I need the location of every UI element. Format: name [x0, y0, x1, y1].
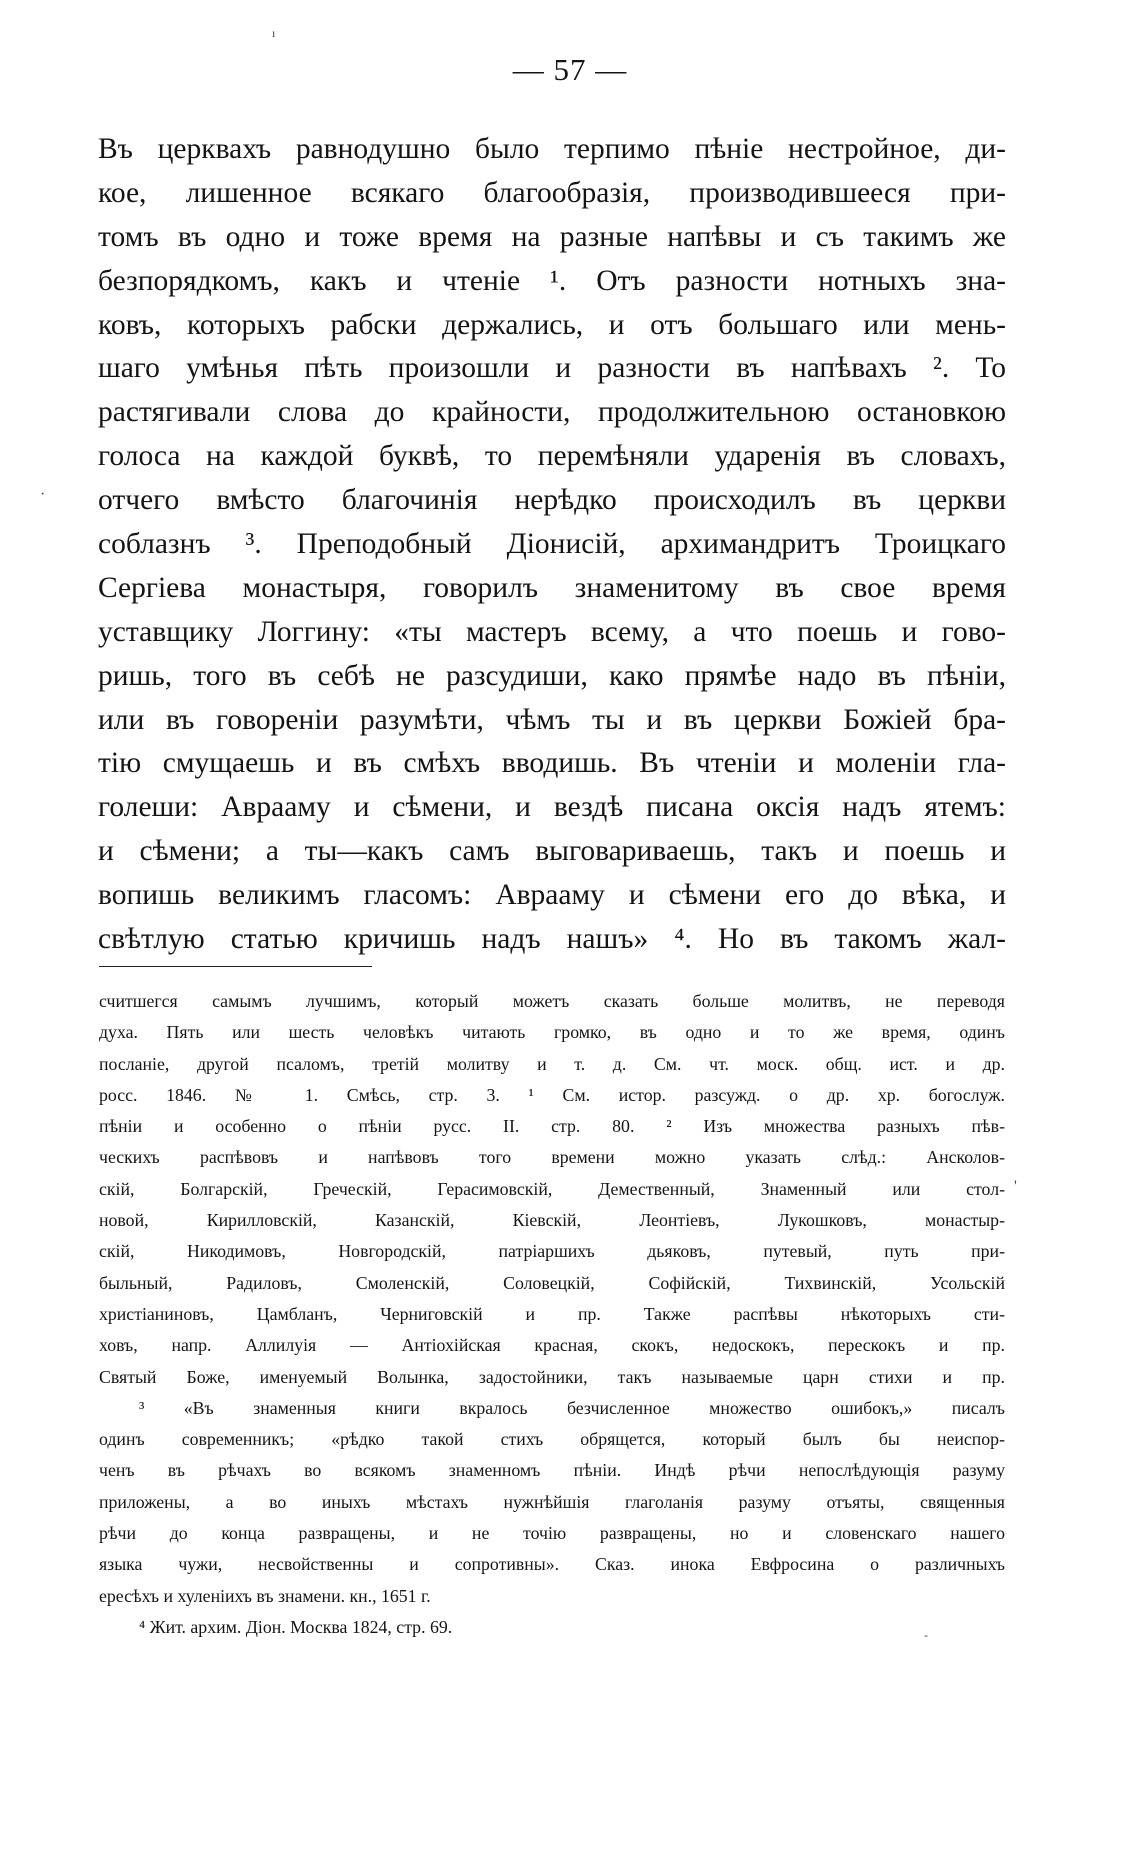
main-body-text [98, 128, 1006, 962]
footnote-line: ³ «Въ знаменныя книги вкралось безчисленное множество ошибокъ,» писалъ [139, 1397, 1005, 1418]
body-line: шаго умѣнья пѣть произошли и разности въ напѣвахъ ². То [98, 352, 1006, 385]
body-line: Въ церквахъ равнодушно было терпимо пѣніе нестройное, ди- [98, 133, 1006, 165]
footnote-line: ческихъ распѣвовъ и напѣвовъ того времени можно указать слѣд.: Ансколов- [99, 1147, 1005, 1168]
print-speck: ı [272, 26, 276, 40]
footnote-line: пѣніи и особенно о пѣніи русс. II. стр. 80. ² Изъ множества разныхъ пѣв- [99, 1116, 1005, 1137]
footnote-line: одинъ современникъ; «рѣдко такой стихъ обрящется, который былъ бы неиспор- [99, 1429, 1005, 1450]
body-line: кое, лишенное всякаго благообразія, производившееся при- [98, 176, 1006, 209]
footnote-line: рѣчи до конца развращены, и не точію развращены, но и словенскаго нашего [99, 1523, 1005, 1544]
footnote-line: духа. Пять или шесть человѣкъ читають громко, въ одно и то же время, одинъ [99, 1022, 1005, 1043]
body-line: растягивали слова до крайности, продолжительною остановкою [98, 396, 1006, 429]
footnote-line: ховъ, напр. Аллилуія — Антіохійская красная, скокъ, недоскокъ, перескокъ и пр. [99, 1335, 1005, 1356]
footnote-line: языка чужи, несвойственны и сопротивны». Сказ. инока Евфросина о различныхъ [99, 1554, 1005, 1575]
footnotes-block [99, 986, 1005, 1643]
footnote-separator-rule [99, 966, 372, 967]
footnote-line: скій, Болгарскій, Греческій, Герасимовскій, Демественный, Знаменный или стол- [99, 1178, 1005, 1199]
footnote-line: христіаниновъ, Цамбланъ, Черниговскій и пр. Также распѣвы нѣкоторыхъ сти- [99, 1303, 1005, 1324]
print-speck: - [924, 1628, 928, 1642]
body-line: тію смущаешь и въ смѣхъ вводишь. Въ чтеніи и моленіи гла- [98, 747, 1006, 780]
body-line: уставщику Логгину: «ты мастеръ всему, а что поешь и гово- [98, 615, 1006, 648]
body-line: Сергіева монастыря, говорилъ знаменитому въ свое время [98, 571, 1006, 604]
body-line: или въ говореніи разумѣти, чѣмъ ты и въ церкви Божіей бра- [98, 703, 1006, 736]
footnote-line: ⁴ Жит. архим. Діон. Москва 1824, стр. 69. [139, 1616, 453, 1637]
footnote-line: скій, Никодимовъ, Новгородскій, патріаршихъ дьяковъ, путевый, путь при- [99, 1241, 1005, 1262]
page-number: — 57 — [512, 52, 628, 87]
body-line: томъ въ одно и тоже время на разные напѣвы и съ такимъ же [98, 220, 1006, 253]
footnote-line: посланіе, другой псаломъ, третій молитву и т. д. См. чт. моск. общ. ист. и др. [99, 1053, 1005, 1074]
footnote-line: Святый Боже, именуемый Волынка, задостойники, такъ называемые царн стихи и пр. [99, 1366, 1005, 1387]
body-line: безпорядкомъ, какъ и чтеніе ¹. Отъ разности нотныхъ зна- [98, 264, 1006, 297]
body-line: соблазнъ ³. Преподобный Діонисій, архимандритъ Троицкаго [98, 528, 1006, 561]
footnote-line: росс. 1846. № 1. Смѣсь, стр. 3. ¹ См. истор. разсужд. о др. хр. богослуж. [99, 1084, 1005, 1105]
body-line: ковъ, которыхъ рабски держались, и отъ большаго или мень- [98, 308, 1006, 341]
body-line: голеши: Аврааму и сѣмени, и вездѣ писана оксія надъ ятемъ: [98, 791, 1006, 824]
print-speck: ' [1014, 1178, 1017, 1195]
footnote-line: быльный, Радиловъ, Смоленскій, Соловецкій, Софійскій, Тихвинскій, Усольскій [99, 1272, 1005, 1293]
body-line: голоса на каждой буквѣ, то перемѣняли ударенія въ словахъ, [98, 440, 1006, 473]
body-line: и сѣмени; а ты—какъ самъ выговариваешь, такъ и поешь и [98, 835, 1006, 868]
footnote-line: ересѣхъ и хуленіихъ въ знамени. кн., 1651 г. [99, 1585, 431, 1606]
footnote-line: считшегся самымъ лучшимъ, который можетъ сказать больше молитвъ, не переводя [99, 991, 1005, 1011]
body-line: свѣтлую статью кричишь надъ нашъ» ⁴. Но въ такомъ жал- [98, 923, 1006, 956]
footnote-line: новой, Кирилловскій, Казанскій, Кіевскій, Леонтіевъ, Лукошковъ, монастыр- [99, 1210, 1005, 1231]
footnote-line: ченъ въ рѣчахъ во всякомъ знаменномъ пѣніи. Индѣ рѣчи непослѣдующія разуму [99, 1460, 1005, 1481]
body-line: вопишь великимъ гласомъ: Аврааму и сѣмени его до вѣка, и [98, 879, 1006, 912]
body-line: ришь, того въ себѣ не разсудиши, како прямѣе надо въ пѣніи, [98, 659, 1006, 692]
body-line: отчего вмѣсто благочинія нерѣдко происходилъ въ церкви [98, 484, 1006, 517]
footnote-line: приложены, а во иныхъ мѣстахъ нужнѣйшія глаголанія разуму отъяты, священныя [99, 1491, 1005, 1512]
print-speck: · [40, 486, 46, 503]
